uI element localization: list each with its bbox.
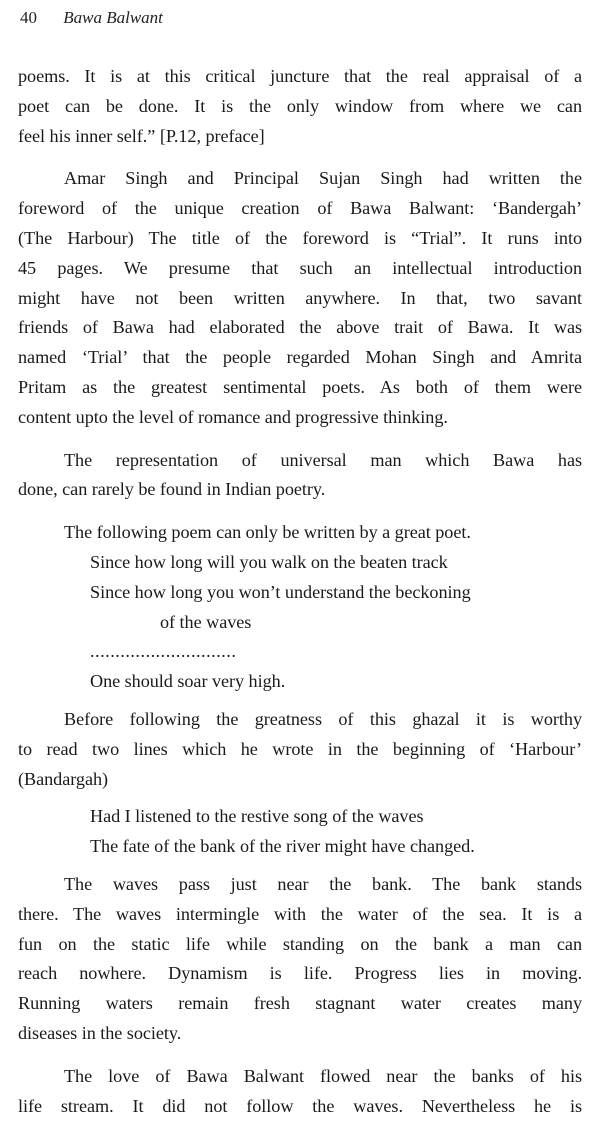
text-line: done, can rarely be found in Indian poetry. [18,475,582,505]
verse-line: One should soar very high. [90,667,582,697]
text-line: fun on the static life while standing on the bank a man can [18,930,582,960]
text-line: Amar Singh and Principal Sujan Singh had written the [18,164,582,194]
verse-line: of the waves [90,608,582,638]
verse-line: Since how long you won’t understand the beckoning [90,578,582,608]
text-line: feel his inner self.” [P.12, preface] [18,122,582,152]
text-line: The representation of universal man which Bawa has [18,446,582,476]
text-line: (Bandargah) [18,765,582,795]
text-line: poems. It is at this critical juncture that the real appraisal of a [18,62,582,92]
paragraph-3 [18,446,582,506]
verse-block-1 [18,548,582,697]
text-line: The waves pass just near the bank. The bank stands [18,870,582,900]
paragraph-5 [18,705,582,794]
text-line: there. The waves intermingle with the water of the sea. It is a [18,900,582,930]
paragraph-7 [18,1062,582,1121]
verse-block-2 [18,802,582,862]
paragraph-4 [18,518,582,548]
text-line: content upto the level of romance and progressive thinking. [18,403,582,433]
ellipsis-dots: ............................. [90,637,582,667]
text-line: poet can be done. It is the only window from where we can [18,92,582,122]
page-number: 40 [20,8,37,27]
text-line: friends of Bawa had elaborated the above trait of Bawa. It was [18,313,582,343]
text-line: reach nowhere. Dynamism is life. Progress lies in moving. [18,959,582,989]
text-line: Pritam as the greatest sentimental poets. As both of them were [18,373,582,403]
text-line: The love of Bawa Balwant flowed near the banks of his [18,1062,582,1092]
text-line: might have not been written anywhere. In that, two savant [18,284,582,314]
text-line: life stream. It did not follow the waves. Nevertheless he is [18,1092,582,1121]
text-line: to read two lines which he wrote in the beginning of ‘Harbour’ [18,735,582,765]
verse-line: Since how long will you walk on the beaten track [90,548,582,578]
text-line: Running waters remain fresh stagnant water creates many [18,989,582,1019]
page-header [20,8,163,28]
verse-line: Had I listened to the restive song of the waves [90,802,582,832]
text-line: named ‘Trial’ that the people regarded Mohan Singh and Amrita [18,343,582,373]
page-body [18,62,582,1121]
text-line: Before following the greatness of this ghazal it is worthy [18,705,582,735]
text-line: diseases in the society. [18,1019,582,1049]
text-line: foreword of the unique creation of Bawa Balwant: ‘Bandergah’ [18,194,582,224]
paragraph-1 [18,62,582,151]
verse-line: The fate of the bank of the river might have changed. [90,832,582,862]
text-line: (The Harbour) The title of the foreword is “Trial”. It runs into [18,224,582,254]
running-title: Bawa Balwant [63,8,163,27]
paragraph-2 [18,164,582,432]
text-line: 45 pages. We presume that such an intellectual introduction [18,254,582,284]
paragraph-6 [18,870,582,1049]
text-line: The following poem can only be written by a great poet. [18,518,582,548]
